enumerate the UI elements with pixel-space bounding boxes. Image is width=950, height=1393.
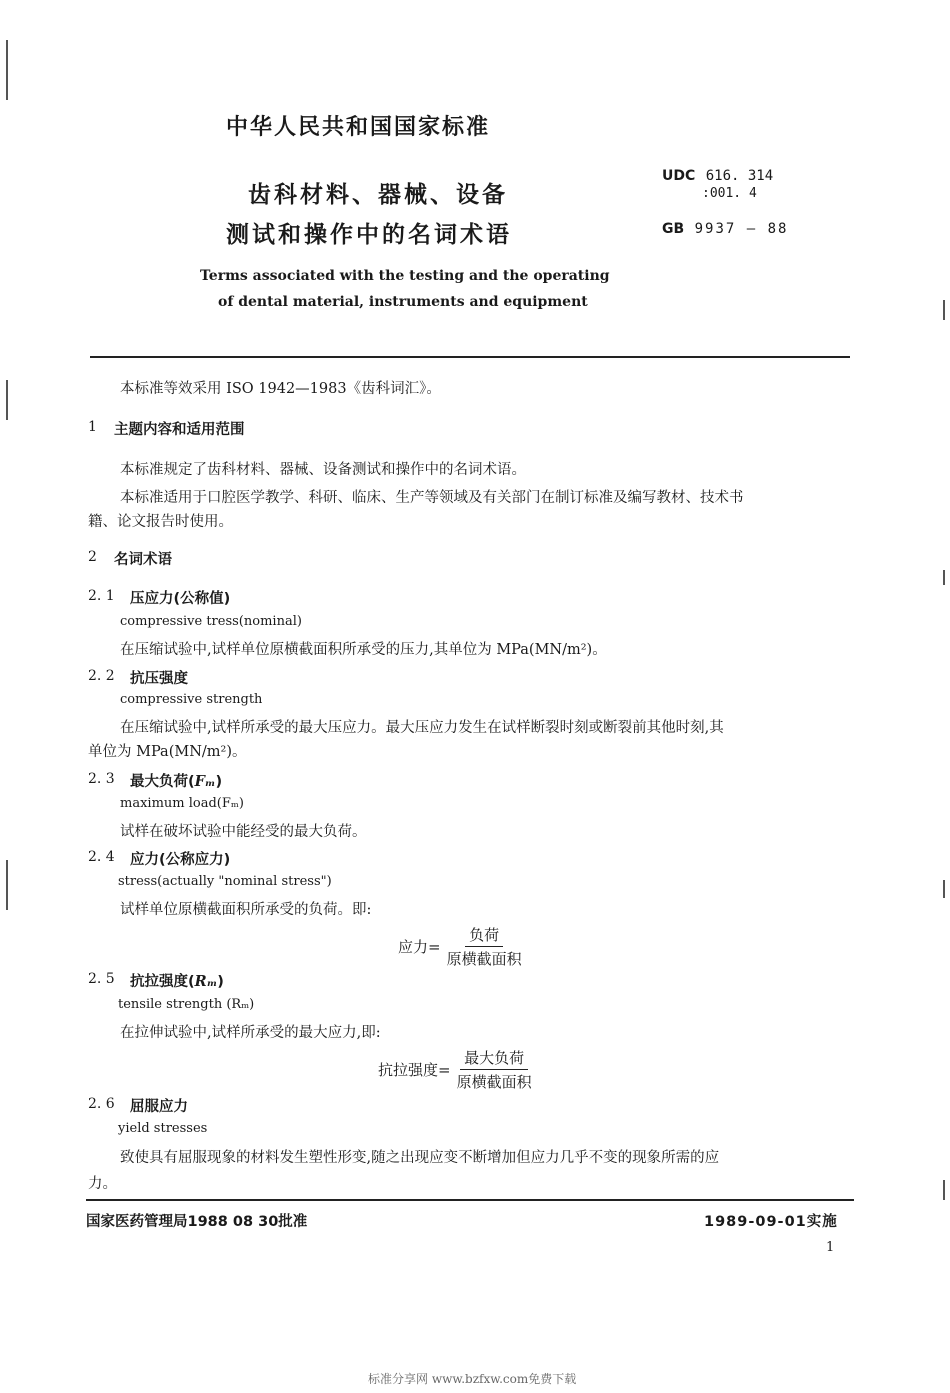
term-2-5-formula-denominator: 原横截面积 bbox=[456, 1073, 532, 1091]
right-edge-mark-1 bbox=[943, 300, 945, 320]
section-1-para-2-line-2: 籍、论文报告时使用。 bbox=[88, 514, 233, 530]
section-1-title: 主题内容和适用范围 bbox=[114, 422, 245, 438]
term-2-4-definition: 试样单位原横截面积所承受的负荷。即: bbox=[120, 902, 372, 918]
term-2-1-chinese: 压应力(公称值) bbox=[130, 591, 231, 607]
term-2-3-number: 2. 3 bbox=[88, 771, 115, 787]
footer-divider bbox=[86, 1199, 854, 1201]
term-2-5-chinese-text: 抗拉强度( bbox=[130, 974, 195, 990]
term-2-3-symbol: Fₘ bbox=[194, 773, 216, 790]
term-2-1-number: 2. 1 bbox=[88, 588, 115, 604]
term-2-4-formula-denominator: 原横截面积 bbox=[446, 950, 522, 968]
gb-label: GB bbox=[662, 221, 685, 237]
gb-number bbox=[662, 221, 788, 237]
term-2-4-formula bbox=[398, 924, 526, 969]
term-2-4-number: 2. 4 bbox=[88, 849, 115, 865]
left-edge-mark-3 bbox=[6, 860, 8, 910]
udc-value-1: 616. 314 bbox=[705, 168, 774, 184]
term-2-5-formula-numerator: 最大负荷 bbox=[460, 1047, 528, 1070]
term-2-6-definition-line-1: 致使具有屈服现象的材料发生塑性形变,随之出现应变不断增加但应力几乎不变的现象所需的应 bbox=[120, 1150, 720, 1166]
term-2-3-chinese bbox=[130, 770, 222, 791]
intro-paragraph: 本标准等效采用 ISO 1942—1983《齿科词汇》。 bbox=[120, 381, 441, 397]
term-2-5-definition: 在拉伸试验中,试样所承受的最大应力,即: bbox=[120, 1025, 381, 1041]
term-2-6-definition-line-2: 力。 bbox=[88, 1176, 117, 1192]
term-2-4-english: stress(actually "nominal stress") bbox=[118, 874, 332, 889]
section-2-title: 名词术语 bbox=[114, 552, 172, 568]
gb-value: 9937 — 88 bbox=[694, 221, 789, 237]
term-2-2-definition-line-1: 在压缩试验中,试样所承受的最大压应力。最大压应力发生在试样断裂时刻或断裂前其他时刻,其 bbox=[120, 720, 724, 736]
term-2-6-english: yield stresses bbox=[118, 1121, 208, 1136]
term-2-1-definition: 在压缩试验中,试样单位原横截面积所承受的压力,其单位为 MPa(MN/m²)。 bbox=[120, 642, 607, 658]
section-1-number: 1 bbox=[88, 419, 97, 435]
term-2-2-number: 2. 2 bbox=[88, 668, 115, 684]
term-2-3-chinese-text: 最大负荷( bbox=[130, 774, 195, 790]
section-1-para-1: 本标准规定了齿科材料、器械、设备测试和操作中的名词术语。 bbox=[120, 462, 526, 478]
section-1-para-2-line-1: 本标准适用于口腔医学教学、科研、临床、生产等领域及有关部门在制订标准及编写教材、技术书 bbox=[120, 490, 744, 506]
english-title-line-1: Terms associated with the testing and the operating bbox=[200, 268, 610, 284]
right-edge-mark-3 bbox=[943, 880, 945, 898]
term-2-1-english: compressive tress(nominal) bbox=[120, 614, 302, 629]
term-2-4-chinese: 应力(公称应力) bbox=[130, 852, 231, 868]
udc-value-2: :001. 4 bbox=[702, 186, 757, 201]
udc-block bbox=[662, 168, 773, 184]
english-title-line-2: of dental material, instruments and equipment bbox=[218, 294, 588, 310]
document-title-line-1: 齿科材料、器械、设备 bbox=[248, 182, 508, 208]
term-2-2-definition-line-2: 单位为 MPa(MN/m²)。 bbox=[88, 744, 247, 760]
page-number: 1 bbox=[826, 1240, 835, 1255]
term-2-3-english: maximum load(Fₘ) bbox=[120, 796, 244, 811]
term-2-5-chinese-end: ) bbox=[217, 974, 224, 990]
right-edge-mark-2 bbox=[943, 570, 945, 585]
section-2-number: 2 bbox=[88, 549, 97, 565]
term-2-6-number: 2. 6 bbox=[88, 1096, 115, 1112]
term-2-5-symbol: Rₘ bbox=[194, 973, 218, 990]
term-2-2-english: compressive strength bbox=[120, 692, 263, 707]
header-divider bbox=[90, 356, 850, 358]
implementation-date: 1989-09-01实施 bbox=[704, 1214, 838, 1230]
term-2-5-number: 2. 5 bbox=[88, 971, 115, 987]
term-2-5-chinese bbox=[130, 970, 224, 991]
left-edge-mark-1 bbox=[6, 40, 8, 100]
udc-label: UDC bbox=[662, 168, 696, 184]
right-edge-mark-4 bbox=[943, 1180, 945, 1200]
term-2-6-chinese: 屈服应力 bbox=[130, 1099, 188, 1115]
term-2-2-chinese: 抗压强度 bbox=[130, 671, 188, 687]
watermark-text: 标准分享网 www.bzfxw.com免费下载 bbox=[368, 1372, 577, 1386]
approval-line: 国家医药管理局1988 08 30批准 bbox=[86, 1214, 308, 1230]
term-2-5-english: tensile strength (Rₘ) bbox=[118, 997, 255, 1012]
document-title-line-2: 测试和操作中的名词术语 bbox=[226, 222, 512, 248]
term-2-5-formula bbox=[378, 1047, 536, 1092]
term-2-4-formula-lhs: 应力= bbox=[398, 938, 441, 956]
national-standard-heading: 中华人民共和国国家标准 bbox=[226, 115, 491, 140]
term-2-5-formula-lhs: 抗拉强度= bbox=[378, 1061, 451, 1079]
term-2-3-definition: 试样在破坏试验中能经受的最大负荷。 bbox=[120, 824, 367, 840]
term-2-3-chinese-end: ) bbox=[215, 774, 223, 790]
term-2-4-formula-numerator: 负荷 bbox=[465, 924, 503, 947]
left-edge-mark-2 bbox=[6, 380, 8, 420]
